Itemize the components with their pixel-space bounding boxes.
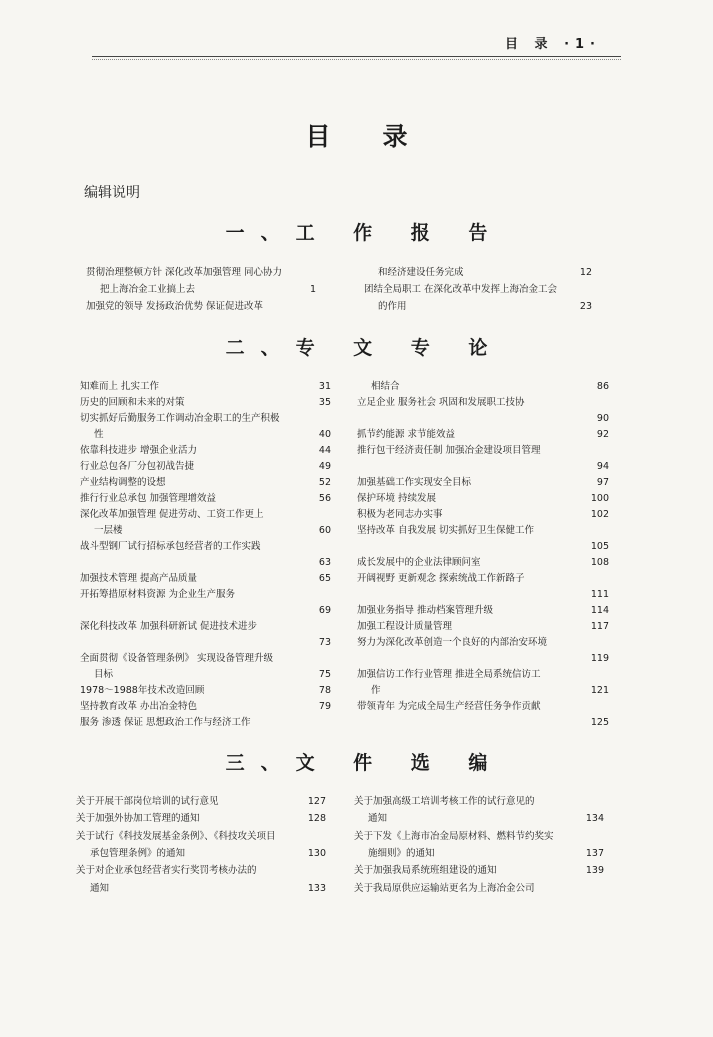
toc-entry-title: 性 [94,429,104,440]
toc-entry-page: 100 [590,493,609,504]
toc-entry-title: 相结合 [371,381,400,392]
toc-entry-title: 的作用 [378,301,407,312]
toc-entry-page: 94 [596,461,609,472]
toc-entry-title: 1978～1988年技术改造回顾 [80,685,205,696]
toc-entry-page: 35 [318,397,331,408]
toc-entry-title: 行业总包各厂分包初战告捷 [80,461,195,472]
toc-entry-page: 121 [590,685,609,696]
toc-entry-title: 坚持教育改革 办出冶金特色 [80,701,198,712]
toc-entry-title: 切实抓好后勤服务工作调动冶金职工的生产积极 [80,413,280,424]
toc-entry-title: 通知 [368,813,388,825]
toc-entry-page: 97 [596,477,609,488]
toc-entry-title: 成长发展中的企业法律顾问室 [357,557,481,568]
toc-entry-page: 139 [585,865,604,877]
toc-entry-title: 团结全局职工 在深化改革中发挥上海冶金工会 [364,284,558,295]
header-rule [92,56,621,57]
toc-entry-title: 服务 渗透 保证 思想政治工作与经济工作 [80,717,251,728]
toc-entry-title: 关于加强我局系统班组建设的通知 [354,865,497,877]
toc-entry-page: 63 [318,557,331,568]
toc-entry-title: 抓节约能源 求节能效益 [357,429,456,440]
toc-entry-title: 加强工程设计质量管理 [357,621,453,632]
toc-entry-page: 79 [318,701,331,712]
toc-entry-page: 60 [318,525,331,536]
toc-entry-title: 历史的回顾和未来的对策 [80,397,185,408]
toc-entry-page: 105 [590,541,609,552]
toc-entry-page: 134 [585,813,604,825]
toc-entry-title: 立足企业 服务社会 巩固和发展职工技协 [357,397,525,408]
toc-entry-page: 86 [596,381,609,392]
toc-entry-page: 78 [318,685,331,696]
toc-entry-title: 关于加强高级工培训考核工作的试行意见的 [354,796,535,807]
toc-entry-title: 深化改革加强管理 促进劳动、工资工作更上 [80,509,264,520]
toc-entry-page: 90 [596,413,609,424]
toc-entry-title: 加强技术管理 提高产品质量 [80,573,198,584]
toc-entry-title: 努力为深化改革创造一个良好的内部治安环境 [357,637,548,648]
toc-entry-title: 推行包干经济责任制 加强冶金建设项目管理 [357,445,541,456]
toc-entry-page: 1 [309,284,316,295]
toc-entry-title: 关于我局原供应运输站更名为上海冶金公司 [354,882,535,894]
toc-entry-title: 关于对企业承包经营者实行奖罚考核办法的 [76,865,257,877]
toc-entry-title: 一层楼 [94,525,123,536]
section-heading-work-reports: 一、工 作 报 告 [225,222,504,244]
toc-entry-page: 23 [579,301,592,312]
toc-entry-page: 137 [585,847,604,859]
toc-entry-title: 加强信访工作行业管理 推进全局系统信访工 [357,669,541,680]
toc-entry-page: 31 [318,381,331,392]
toc-entry-title: 目标 [94,669,114,680]
running-header: 目 录 ·1· [505,37,601,52]
page-title: 目录 [305,122,460,151]
toc-entry-title: 关于下发《上海市冶金局原材料、燃料节约奖实 [354,830,554,842]
toc-entry-title: 开阔视野 更新观念 探索统战工作新路子 [357,573,525,584]
header-rule-dotted [92,59,621,60]
toc-entry-title: 带领青年 为完成全局生产经营任务争作贡献 [357,701,541,712]
toc-entry-page: 75 [318,669,331,680]
toc-entry-page: 128 [307,813,326,825]
section-heading-selected-documents: 三、文 件 选 编 [225,752,504,774]
toc-entry-page: 114 [590,605,609,616]
toc-entry-page: 111 [590,589,609,600]
toc-entry-page: 49 [318,461,331,472]
toc-entry-title: 坚持改革 自我发展 切实抓好卫生保健工作 [357,525,535,536]
toc-entry-title: 把上海冶金工业搞上去 [100,284,196,295]
toc-entry-title: 推行行业总承包 加强管理增效益 [80,493,217,504]
toc-entry-title: 关于试行《科技发展基金条例》、《科技攻关项目 [76,830,276,842]
toc-entry-title: 承包管理条例》的通知 [90,847,186,859]
toc-entry-title: 贯彻治理整顿方针 深化改革加强管理 同心协力 [86,267,283,278]
toc-entry-page: 52 [318,477,331,488]
toc-entry-title: 施细则》的通知 [368,847,435,859]
toc-entry-page: 119 [590,653,609,664]
toc-entry-page: 102 [590,509,609,520]
toc-entry-page: 92 [596,429,609,440]
toc-entry-title: 作 [371,685,381,696]
toc-entry-title: 知难而上 扎实工作 [80,381,160,392]
toc-entry-title: 全面贯彻《设备管理条例》 实现设备管理升级 [80,653,274,664]
toc-entry-page: 133 [307,882,326,894]
toc-entry-page: 69 [318,605,331,616]
toc-entry-page: 73 [318,637,331,648]
editorial-note: 编辑说明 [84,185,140,201]
toc-entry-title: 保护环境 持续发展 [357,493,437,504]
toc-entry-title: 加强基础工作实现安全目标 [357,477,472,488]
toc-entry-page: 127 [307,796,326,807]
toc-entry-page: 65 [318,573,331,584]
toc-entry-title: 积极为老同志办实事 [357,509,443,520]
toc-entry-title: 和经济建设任务完成 [378,267,464,278]
toc-entry-page: 44 [318,445,331,456]
toc-entry-title: 战斗型钢厂试行招标承包经营者的工作实践 [80,541,261,552]
toc-entry-page: 40 [318,429,331,440]
toc-entry-page: 56 [318,493,331,504]
toc-entry-title: 开拓筹措原材料资源 为企业生产服务 [80,589,236,600]
section-heading-special-essays: 二、专 文 专 论 [225,337,504,359]
toc-entry-title: 依靠科技进步 增强企业活力 [80,445,198,456]
toc-entry-title: 加强党的领导 发扬政治优势 保证促进改革 [86,301,264,312]
toc-entry-page: 130 [307,847,326,859]
toc-entry-title: 加强业务指导 推动档案管理升级 [357,605,494,616]
toc-entry-title: 通知 [90,882,110,894]
toc-entry-page: 108 [590,557,609,568]
toc-entry-page: 125 [590,717,609,728]
toc-entry-title: 关于开展干部岗位培训的试行意见 [76,796,219,807]
toc-entry-page: 117 [590,621,609,632]
toc-entry-page: 12 [579,267,592,278]
toc-entry-title: 深化科技改革 加强科研新试 促进技术进步 [80,621,258,632]
toc-entry-title: 产业结构调整的设想 [80,477,166,488]
toc-entry-title: 关于加强外协加工管理的通知 [76,813,200,825]
